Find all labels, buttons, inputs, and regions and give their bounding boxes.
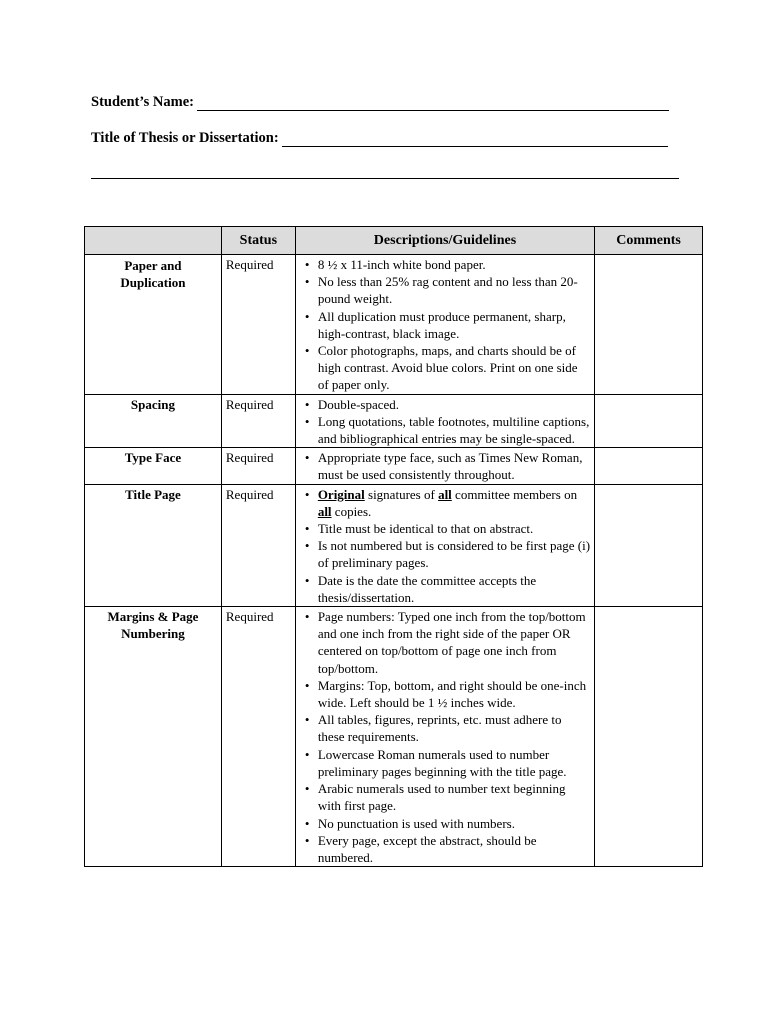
guideline-item: • Arabic numerals used to number text beginning with first page. bbox=[300, 780, 590, 814]
table-row bbox=[85, 255, 703, 395]
guideline-item: • All duplication must produce permanent, sharp, high-contrast, black image. bbox=[300, 308, 590, 342]
category-label: Title Page bbox=[125, 486, 181, 502]
emphasis-all: all bbox=[438, 486, 452, 502]
status-cell: Required bbox=[221, 255, 295, 395]
guideline-item: • Date is the date the committee accepts the thesis/dissertation. bbox=[300, 572, 590, 606]
emphasis-original: Original bbox=[317, 486, 365, 502]
guideline-item: • All tables, figures, reprints, etc. must adhere to these requirements. bbox=[300, 711, 590, 745]
comments-cell[interactable] bbox=[595, 448, 703, 484]
table-row bbox=[85, 394, 703, 448]
category-cell bbox=[85, 484, 222, 606]
category-label: Type Face bbox=[124, 450, 182, 466]
guideline-text: signatures of bbox=[364, 486, 439, 502]
table-header-row bbox=[85, 227, 703, 255]
table-row bbox=[85, 448, 703, 484]
guideline-item: • Is not numbered but is considered to be first page (i) of preliminary pages. bbox=[300, 537, 590, 571]
table-row bbox=[85, 607, 703, 867]
guideline-item: • Long quotations, table footnotes, multiline captions, and bibliographical entries may be single-spaced. bbox=[300, 413, 590, 447]
thesis-title-label: Title of Thesis or Dissertation: bbox=[91, 130, 279, 146]
guideline-item: • Double-spaced. bbox=[300, 396, 590, 413]
guideline-item: • 8 ½ x 11-inch white bond paper. bbox=[300, 256, 590, 273]
header-comments: Comments bbox=[595, 227, 703, 255]
guideline-item: • Title must be identical to that on abstract. bbox=[300, 520, 590, 537]
emphasis-all: all bbox=[317, 503, 332, 519]
status-cell: Required bbox=[221, 448, 295, 484]
guidelines-cell bbox=[295, 448, 594, 484]
guidelines-cell bbox=[295, 484, 594, 606]
status-cell: Required bbox=[221, 394, 295, 448]
guideline-item: • Page numbers: Typed one inch from the top/bottom and one inch from the right side of the paper OR centered on top/bottom of page one inch from top/bottom. bbox=[300, 608, 590, 677]
comments-cell[interactable] bbox=[595, 255, 703, 395]
guidelines-cell bbox=[295, 607, 594, 867]
guideline-text: committee members on bbox=[451, 486, 578, 502]
thesis-title-blank[interactable] bbox=[282, 132, 668, 147]
guideline-item: • Color photographs, maps, and charts should be of high contrast. Avoid blue colors. Print on one side of paper only. bbox=[300, 342, 590, 394]
category-cell bbox=[85, 255, 222, 395]
category-label: Margins & Page Numbering bbox=[107, 609, 199, 642]
guideline-item bbox=[300, 486, 590, 520]
category-label: Spacing bbox=[130, 396, 175, 412]
comments-cell[interactable] bbox=[595, 394, 703, 448]
guideline-item: • Every page, except the abstract, should be numbered. bbox=[300, 832, 590, 866]
thesis-title-field bbox=[91, 130, 668, 147]
guidelines-cell bbox=[295, 394, 594, 448]
guideline-item: • Lowercase Roman numerals used to number preliminary pages beginning with the title page. bbox=[300, 746, 590, 780]
requirements-table bbox=[84, 226, 703, 867]
guideline-text: copies. bbox=[331, 503, 372, 519]
category-cell bbox=[85, 448, 222, 484]
student-name-field bbox=[91, 94, 669, 111]
category-cell bbox=[85, 607, 222, 867]
guideline-item: • Appropriate type face, such as Times New Roman, must be used consistently throughout. bbox=[300, 449, 590, 483]
category-cell bbox=[85, 394, 222, 448]
guideline-item: • No punctuation is used with numbers. bbox=[300, 815, 590, 832]
thesis-title-blank-continued[interactable] bbox=[91, 178, 679, 179]
status-cell: Required bbox=[221, 607, 295, 867]
header-category bbox=[85, 227, 222, 255]
status-cell: Required bbox=[221, 484, 295, 606]
student-name-label: Student’s Name: bbox=[91, 94, 194, 110]
student-name-blank[interactable] bbox=[197, 96, 669, 111]
comments-cell[interactable] bbox=[595, 484, 703, 606]
header-status: Status bbox=[221, 227, 295, 255]
table-row bbox=[85, 484, 703, 606]
comments-cell[interactable] bbox=[595, 607, 703, 867]
guideline-item: • No less than 25% rag content and no less than 20-pound weight. bbox=[300, 273, 590, 307]
category-label: Paper and Duplication bbox=[120, 258, 186, 291]
header-guidelines: Descriptions/Guidelines bbox=[295, 227, 594, 255]
guideline-item: • Margins: Top, bottom, and right should be one-inch wide. Left should be 1 ½ inches wide. bbox=[300, 677, 590, 711]
guidelines-cell bbox=[295, 255, 594, 395]
